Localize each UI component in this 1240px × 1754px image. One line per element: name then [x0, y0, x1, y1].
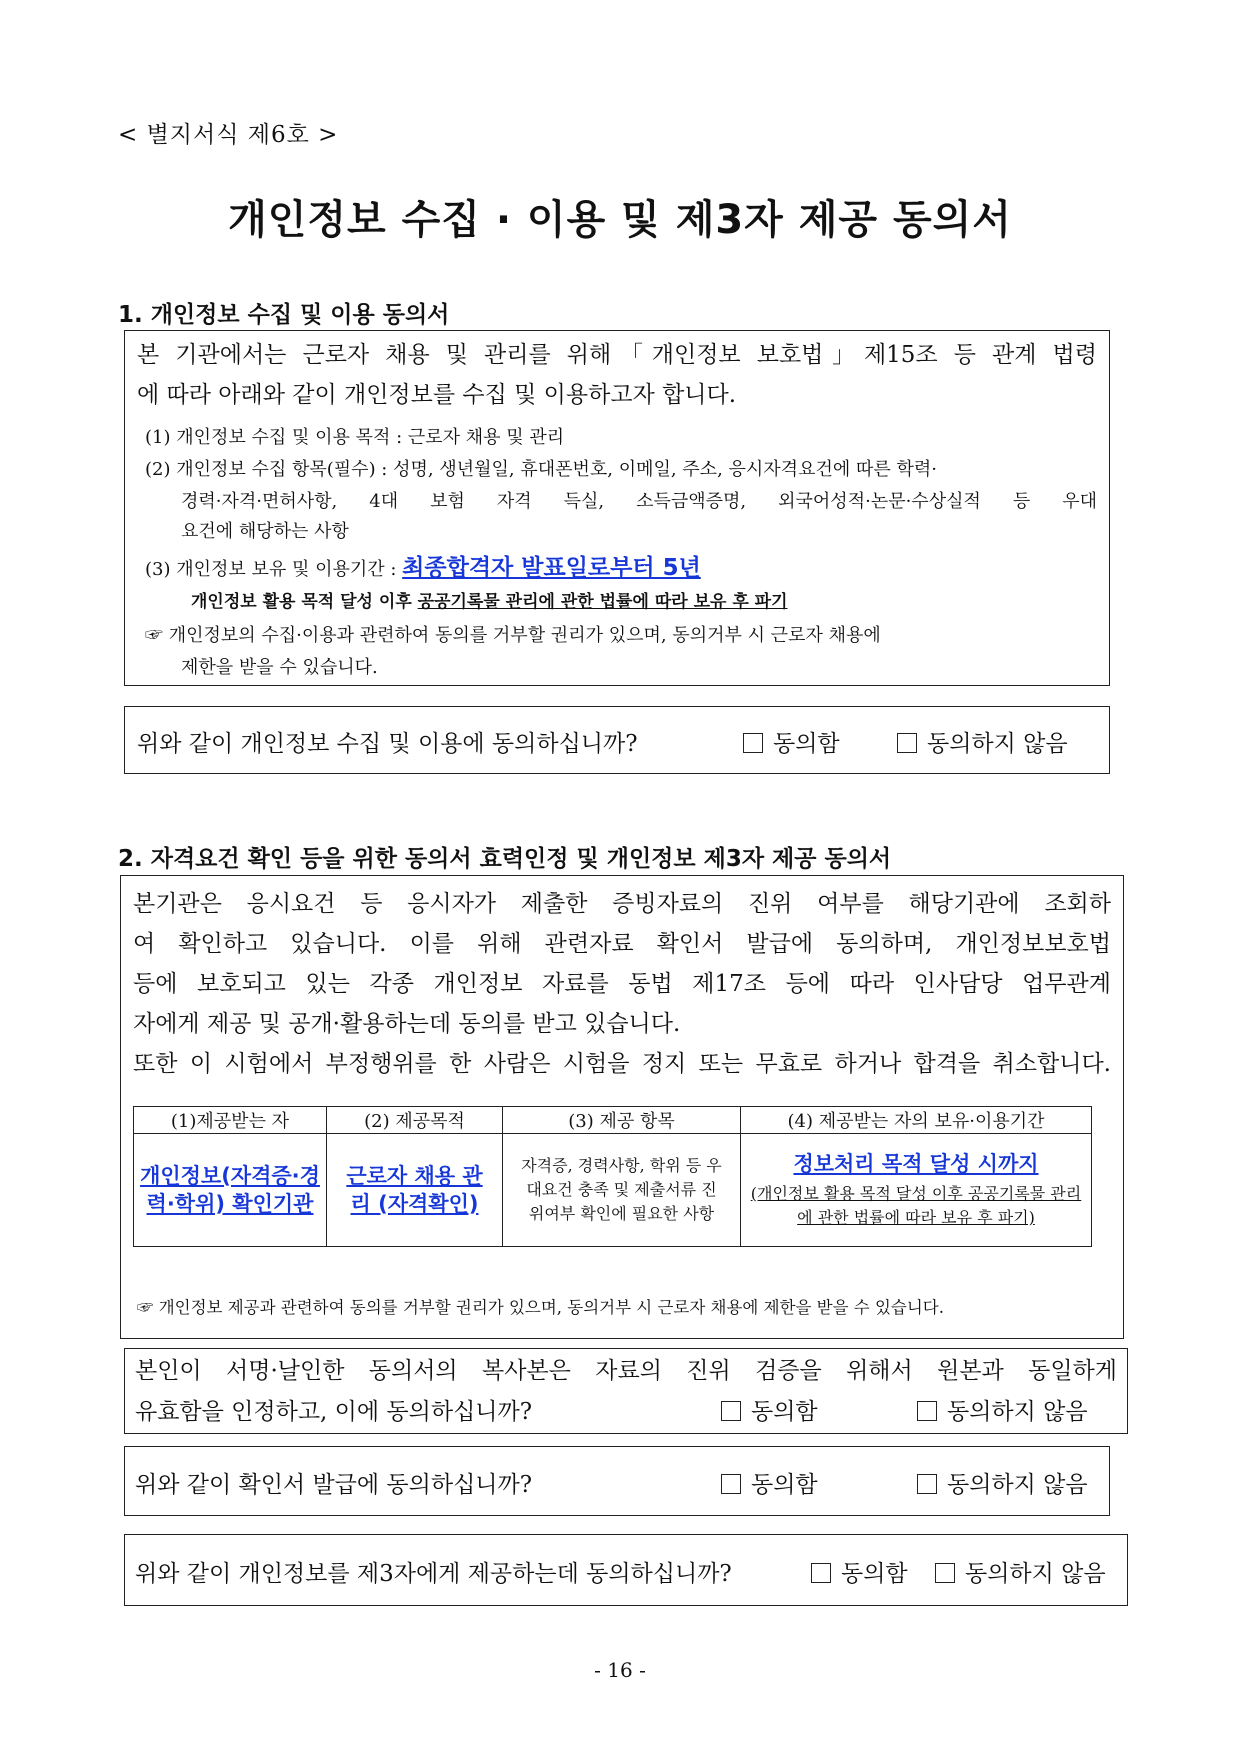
section2-para-line2: 여 확인하고 있습니다. 이를 위해 관련자료 확인서 발급에 동의하며, 개인정보보호법 — [133, 931, 1111, 957]
section1-agree-option[interactable] — [743, 725, 840, 758]
agree-checkbox[interactable] — [743, 733, 763, 753]
q3-box — [124, 1534, 1128, 1606]
retention-period: 최종합격자 발표일로부터 5년 — [402, 555, 701, 581]
section1-question-box — [124, 706, 1110, 774]
item3-note-b: 공공기록물 관리에 관한 법률에 따라 보유 후 파기 — [417, 592, 788, 612]
disagree-label: 동의하지 않음 — [947, 1472, 1088, 1498]
disagree-label: 동의하지 않음 — [927, 731, 1068, 757]
cell-period — [741, 1134, 1092, 1247]
item3-note-a: 개인정보 활용 목적 달성 이후 — [191, 592, 418, 612]
header-period: (4) 제공받는 자의 보유·이용기간 — [741, 1107, 1092, 1134]
agree-label: 동의함 — [751, 1399, 818, 1425]
section2-notice: ☞ 개인정보 제공과 관련하여 동의를 거부할 권리가 있으며, 동의거부 시 근로자 채용에 제한을 받을 수 있습니다. — [137, 1298, 944, 1317]
agree-checkbox[interactable] — [811, 1563, 831, 1583]
provision-table-row — [134, 1134, 1092, 1247]
section1-notice-line2: 제한을 받을 수 있습니다. — [181, 657, 378, 678]
purpose-text: 근로자 채용 관리 (자격확인) — [346, 1164, 483, 1216]
cell-items — [503, 1134, 741, 1247]
document-title: 개인정보 수집 · 이용 및 제3자 제공 동의서 — [228, 197, 1012, 243]
section1-item2-line1: (2) 개인정보 수집 항목(필수) : 성명, 생년월일, 휴대폰번호, 이메일, 주소, 응시자격요건에 따른 학력· — [145, 459, 937, 480]
section1-intro-line1: 본 기관에서는 근로자 채용 및 관리를 위해「개인정보 보호법」제15조 등 관계 법령 — [137, 342, 1097, 368]
q1-line1: 본인이 서명·날인한 동의서의 복사본은 자료의 진위 검증을 위해서 원본과 동일하게 — [135, 1358, 1117, 1384]
q3-disagree-option[interactable] — [935, 1555, 1106, 1588]
q2-agree-option[interactable] — [721, 1466, 818, 1499]
provision-table-header-row — [134, 1107, 1092, 1134]
q2-disagree-option[interactable] — [917, 1466, 1088, 1499]
section2-heading: 2. 자격요건 확인 등을 위한 동의서 효력인정 및 개인정보 제3자 제공 동의서 — [118, 846, 892, 872]
q3-text: 위와 같이 개인정보를 제3자에게 제공하는데 동의하십니까? — [135, 1561, 732, 1587]
header-purpose: (2) 제공목적 — [327, 1107, 503, 1134]
agree-label: 동의함 — [841, 1561, 908, 1587]
q1-agree-option[interactable] — [721, 1393, 818, 1426]
provision-table — [133, 1106, 1092, 1247]
agree-label: 동의함 — [751, 1472, 818, 1498]
form-number: < 별지서식 제6호 > — [118, 122, 339, 148]
disagree-checkbox[interactable] — [917, 1474, 937, 1494]
header-items: (3) 제공 항목 — [503, 1107, 741, 1134]
disagree-checkbox[interactable] — [935, 1563, 955, 1583]
section1-heading: 1. 개인정보 수집 및 이용 동의서 — [118, 302, 450, 328]
agree-checkbox[interactable] — [721, 1401, 741, 1421]
cell-recipient — [134, 1134, 327, 1247]
agree-label: 동의함 — [773, 731, 840, 757]
cell-purpose — [327, 1134, 503, 1247]
period-main-text: 정보처리 목적 달성 시까지 — [793, 1152, 1039, 1176]
q2-box — [124, 1446, 1110, 1516]
section2-para-line3: 등에 보호되고 있는 각종 개인정보 자료를 동법 제17조 등에 따라 인사담당 업무관계 — [133, 971, 1111, 997]
q1-box — [124, 1348, 1128, 1434]
q2-text: 위와 같이 확인서 발급에 동의하십니까? — [135, 1472, 533, 1498]
items-text: 자격증, 경력사항, 학위 등 우대요건 충족 및 제출서류 진위여부 확인에 필요한 사항 — [521, 1156, 722, 1223]
recipient-text: 개인정보(자격증·경력·학위) 확인기관 — [140, 1164, 320, 1216]
section1-item3-note — [191, 587, 788, 612]
section2-consent-box — [120, 875, 1124, 1339]
header-recipient: (1)제공받는 자 — [134, 1107, 327, 1134]
q3-agree-option[interactable] — [811, 1555, 908, 1588]
page-number: - 16 - — [594, 1658, 646, 1682]
disagree-label: 동의하지 않음 — [947, 1399, 1088, 1425]
disagree-checkbox[interactable] — [917, 1401, 937, 1421]
period-note-text: (개인정보 활용 목적 달성 이후 공공기록물 관리에 관한 법률에 따라 보유 후 파기) — [750, 1184, 1082, 1227]
agree-checkbox[interactable] — [721, 1474, 741, 1494]
section1-item2-line2: 경력·자격·면허사항, 4대 보험 자격 득실, 소득금액증명, 외국어성적·논문·수상실적 등 우대 — [181, 491, 1097, 512]
section2-para-line1: 본기관은 응시요건 등 응시자가 제출한 증빙자료의 진위 여부를 해당기관에 조회하 — [133, 891, 1111, 917]
q1-disagree-option[interactable] — [917, 1393, 1088, 1426]
section1-item2-line3: 요건에 해당하는 사항 — [181, 521, 349, 542]
q1-line2: 유효함을 인정하고, 이에 동의하십니까? — [135, 1399, 533, 1425]
section1-intro-line2: 에 따라 아래와 같이 개인정보를 수집 및 이용하고자 합니다. — [137, 382, 737, 408]
section1-question: 위와 같이 개인정보 수집 및 이용에 동의하십니까? — [137, 731, 638, 757]
section1-item1: (1) 개인정보 수집 및 이용 목적 : 근로자 채용 및 관리 — [145, 427, 565, 448]
section1-notice-line1: ☞ 개인정보의 수집·이용과 관련하여 동의를 거부할 권리가 있으며, 동의거부 시 근로자 채용에 — [145, 625, 881, 646]
section1-item3 — [145, 549, 701, 585]
section2-para-line4: 자에게 제공 및 공개·활용하는데 동의를 받고 있습니다. — [133, 1011, 681, 1037]
item3-prefix: (3) 개인정보 보유 및 이용기간 : — [145, 559, 403, 580]
section2-para-line5: 또한 이 시험에서 부정행위를 한 사람은 시험을 정지 또는 무효로 하거나 합격을 취소합니다. — [133, 1051, 1111, 1077]
disagree-checkbox[interactable] — [897, 733, 917, 753]
section1-consent-box — [124, 330, 1110, 686]
section1-disagree-option[interactable] — [897, 725, 1068, 758]
disagree-label: 동의하지 않음 — [965, 1561, 1106, 1587]
